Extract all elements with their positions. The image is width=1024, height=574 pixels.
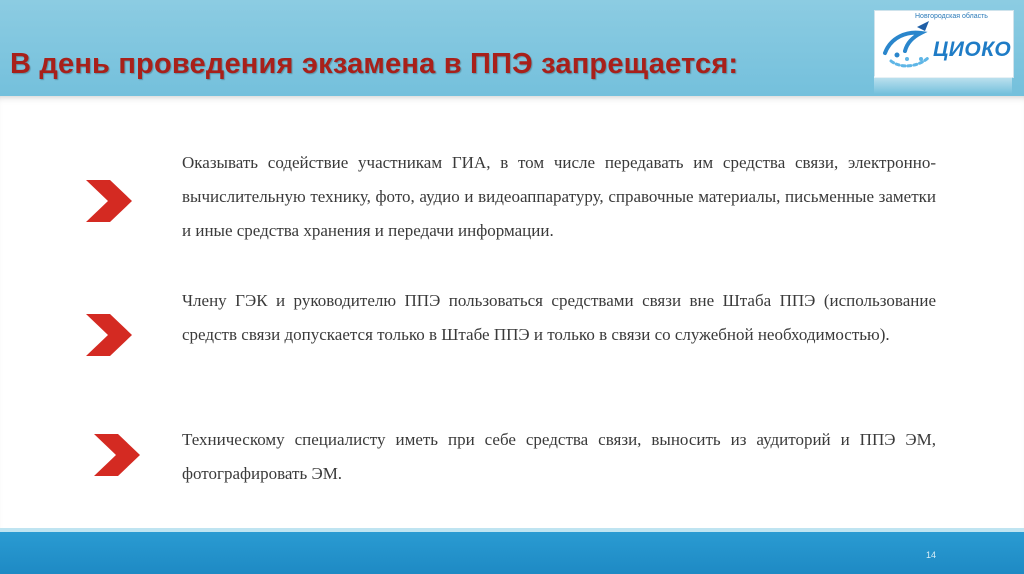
chevron-right-icon bbox=[86, 180, 138, 222]
chevron-right-icon bbox=[86, 314, 138, 356]
page-number: 14 bbox=[926, 550, 937, 560]
footer-band bbox=[0, 532, 1024, 574]
list-item: Техническому специалисту иметь при себе средства связи, выносить из аудиторий и ППЭ ЭМ, фотографировать ЭМ. bbox=[182, 430, 936, 483]
chevron-right-icon bbox=[94, 434, 146, 476]
slide-title: В день проведения экзамена в ППЭ запрещается: bbox=[10, 48, 739, 80]
logo-text: ЦИОКО bbox=[933, 38, 1012, 61]
content-area bbox=[0, 96, 1024, 528]
logo-reflection bbox=[874, 76, 1012, 94]
logo bbox=[874, 10, 1014, 78]
logo-caption: Новгородская область bbox=[915, 13, 988, 20]
list-item: Оказывать содействие участникам ГИА, в том числе передавать им средства связи, электронно-вычислительную технику, фото, аудио и видеоаппаратуру, справочные материалы, письменные заметки и иные средства хранения и передачи информации. bbox=[182, 153, 936, 240]
list-item: Члену ГЭК и руководителю ППЭ пользоваться средствами связи вне Штаба ППЭ (использование средств связи допускается только в Штабе ППЭ и только в связи со служебной необходимостью). bbox=[182, 291, 936, 344]
